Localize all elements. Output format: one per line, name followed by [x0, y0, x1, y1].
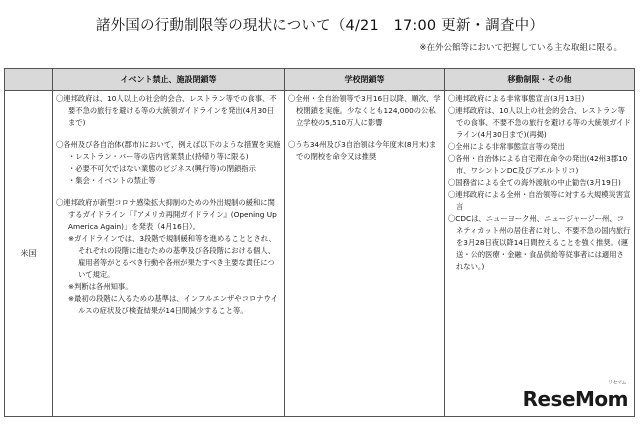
page-title: 諸外国の行動制限等の現状について（4/21 17:00 更新・調査中）: [95, 18, 545, 34]
events-cell: [53, 91, 285, 417]
movement-item: 〇CDCは、ニューヨーク州、ニュージャージー州、コネティカット州の居住者に対し、不要不急の国内旅行を3月28日夜以降14日間控えることを強く推奨。(運送・公的医療・金融・食品供給等従事者には適用されない。): [448, 214, 631, 271]
movement-item: 〇連邦政府は、10人以上の社会的会合、レストラン等での食事、不要不急の旅行を避ける等の大統領ガイドライン(4月30日まで)(再掲): [448, 106, 631, 139]
header-events: イベント禁止、施設閉鎖等: [53, 69, 285, 91]
schools-item: 〇全州・全自治領等で3月16日以降、順次、学校閉鎖を実施。少なくとも124,000の公私立学校の5,510万人に影響: [288, 94, 441, 127]
status-table: [4, 68, 635, 417]
logo-text: ReseMom: [522, 387, 628, 411]
header-schools: 学校閉鎖等: [285, 69, 445, 91]
events-item: 〇各州及び各自治体(郡市)において、例えば以下のような措置を実施: [56, 140, 281, 149]
movement-item: 〇連邦政府による非常事態宣言(3月13日): [448, 94, 585, 103]
events-subitem: ・集会・イベントの禁止等: [68, 176, 156, 185]
logo-ruby: リセマム: [608, 380, 626, 386]
movement-item: 〇連邦政府による全州・自治領等に対する大規模災害宣言: [448, 190, 631, 211]
movement-item: 〇国務省による全ての海外渡航の中止勧告(3月19日): [448, 178, 621, 187]
events-item: 〇連邦政府は、10人以上の社会的会合、レストラン等での食事、不要不急の旅行を避ける等の大統領ガイドラインを発出(4月30日まで): [56, 94, 277, 127]
movement-item: 〇各州・自治体による自宅滞在命令の発出(42州3郡10市、ワシントンDC及びプエルトリコ): [448, 154, 628, 175]
schools-cell: [285, 91, 445, 417]
events-note: ※最初の段階に入るための基準は、インフルエンザやコロナウイルスの症状及び検査結果が14日間減少すること等。: [68, 294, 278, 315]
events-note: ※ガイドラインでは、3段階で規制緩和等を進めることとされ、それぞれの段階に進むための基準及び各段階における個人、雇用者等がとるべき行動や各州が果たすべき主要な責任について規定。: [68, 234, 276, 279]
header-country: [5, 69, 53, 91]
events-subitem: ・必要不可欠ではない業態のビジネス(興行等)の閉鎖指示: [68, 164, 256, 173]
events-item: 〇連邦政府が新型コロナ感染拡大抑制のための外出規制の緩和に関するガイドライン「『アメリカ再開ガイドライン』(Opening Up America Again)」を発表（4月16日）。: [56, 198, 277, 231]
events-note: ※判断は各州知事。: [68, 282, 133, 291]
country-cell: 米国: [5, 91, 53, 417]
schools-item: 〇うち34州及び3自治領は今年度末(8月末)までの閉校を命令又は推奨: [288, 140, 437, 161]
table-row: [5, 91, 635, 417]
events-subitem: ・レストラン・バー等の店内営業禁止(持帰り等に限る): [68, 152, 249, 161]
resemom-logo: [522, 380, 628, 411]
header-row: [5, 69, 635, 91]
movement-item: 〇全州による非常事態宣言等の発出: [448, 142, 565, 151]
movement-cell: [445, 91, 635, 417]
header-movement: 移動制限・その他: [445, 69, 635, 91]
scope-note: ※在外公館等において把握している主な取組に限る。: [419, 43, 622, 53]
